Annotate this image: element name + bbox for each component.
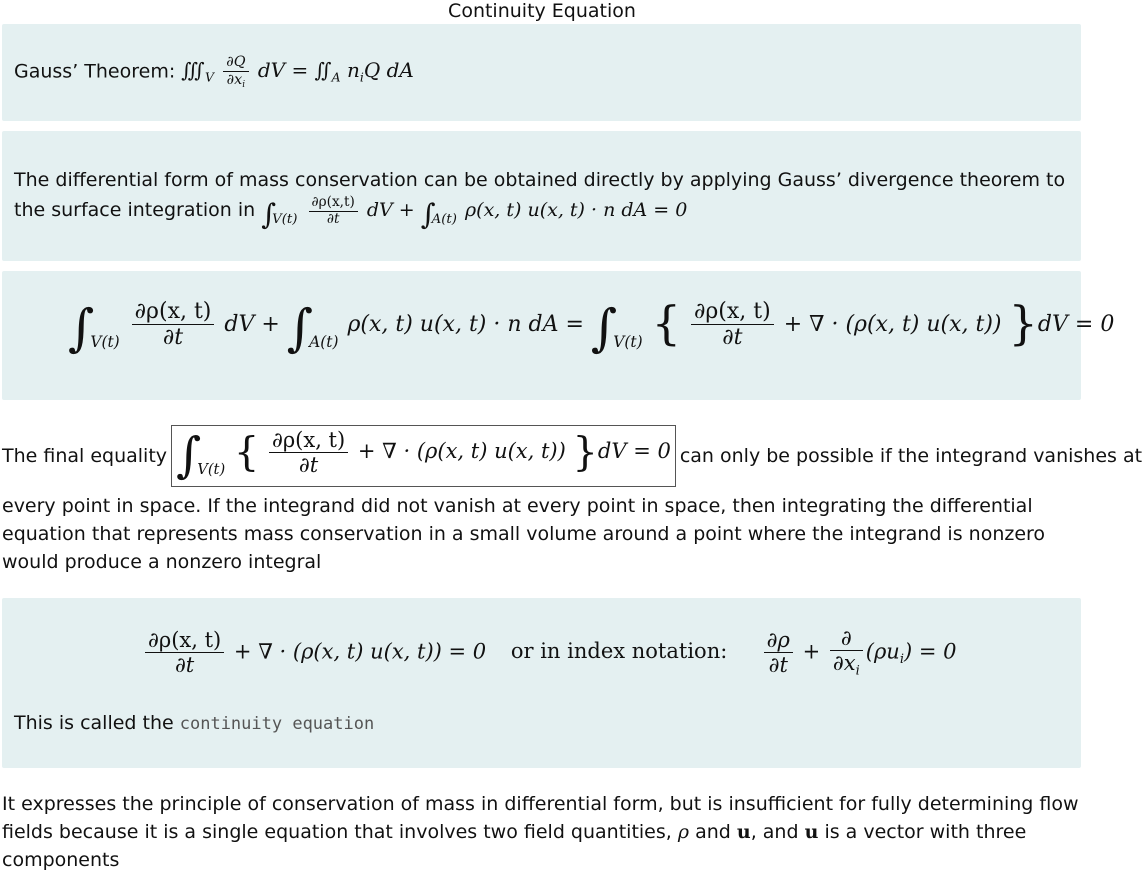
integral-sub-vt: V(t): [90, 332, 120, 351]
continuity-called-line: [14, 712, 374, 734]
closing-text-1: It expresses the principle of conservation of mass in differential form, but is insufficient for fully determining flow fields because it is a single equation that involves two field quantities,: [2, 793, 1079, 843]
differential-form-text: The differential form of mass conservation can be obtained directly by applying Gauss’ divergence theorem to the surface integration in $\int_{V(t)}$ $\frac{\partial\rho(x,t)}{\partial t}$ dV + $\int_{A(t)}$ ρ(x, t) u(x, t) · n dA = 0: [14, 169, 1066, 232]
equation-end: dV = 0: [597, 439, 671, 464]
dv-plus: dV +: [224, 311, 280, 337]
gauss-label: Gauss’ Theorem:: [14, 60, 176, 83]
double-integral-symbol: ∬: [314, 58, 332, 83]
integral-equation: $\int_{V(t)}$ $\frac{\partial\rho(x, t)}{\partial t}$ dV + $\int_{A(t)}$ ρ(x, t) u(x, t) · n dA = $\int_{V(t)}$ { $\frac{\partial\rho(x, t)}{\partial t}$ + ∇ · (ρ(x, t) u(x, t)) }dV = 0: [68, 296, 1115, 357]
flux-term: ρ(x, t) u(x, t) · n dA =: [347, 311, 584, 337]
integral-equation-block: [2, 271, 1115, 400]
fraction-denominator: ∂t: [326, 210, 340, 227]
fraction-denominator: ∂x: [832, 651, 856, 676]
fraction-numerator: ∂ρ(x, t): [132, 299, 215, 325]
fraction-denominator: ∂t: [162, 325, 184, 351]
index-notation-label: or in index notation:: [510, 639, 728, 664]
divergence-term: + ∇ · (ρ(x, t) u(x, t)) = 0: [233, 639, 487, 664]
integral-sub-at: A(t): [431, 211, 457, 227]
differential-form-sentence: The differential form of mass conservation can be obtained directly by applying Gauss’ divergence theorem to the surface integration in: [14, 169, 1066, 222]
gauss-rhs-n: n: [346, 58, 360, 83]
final-equality-trail: can only be possible if the integrand vanishes at: [679, 445, 1142, 467]
fraction-numerator: ∂ρ: [764, 628, 793, 653]
fraction-denominator: ∂t: [722, 325, 743, 351]
continuity-equation: [142, 626, 957, 680]
integral-sub-vt: V(t): [197, 460, 226, 478]
u-vector-symbol-2: u: [804, 821, 819, 843]
gauss-rhs-tail: Q dA: [363, 58, 414, 83]
rho-symbol: ρ: [677, 821, 690, 843]
boxed-integral: $\int_{V(t)}$ { $\frac{\partial\rho(x, t)}{\partial t}$ + ∇ · (ρ(x, t) u(x, t)) }dV = 0: [171, 425, 676, 487]
triple-integral-symbol: ∭: [181, 58, 205, 83]
divergence-term: + ∇ · (ρ(x, t) u(x, t)): [783, 311, 1002, 337]
close-brace: }: [1008, 296, 1038, 351]
index-tail: (ρu: [865, 639, 900, 664]
integral-domain-a: A: [331, 69, 341, 85]
plus-sign: +: [802, 639, 821, 664]
flux-term: ρ(x, t) u(x, t) · n dA = 0: [465, 199, 688, 222]
integral-domain-v: V: [204, 69, 214, 85]
gauss-theorem-line: [14, 54, 414, 90]
gauss-fraction: [223, 54, 248, 90]
fraction-denominator-sub: i: [855, 663, 860, 679]
fraction-numerator: ∂ρ(x, t): [269, 428, 348, 453]
drho-dt-fraction: [145, 628, 224, 677]
partial-xi-fraction: [830, 626, 863, 680]
closing-and: and: [695, 821, 731, 843]
integral-sub-at: A(t): [309, 332, 339, 351]
drho-dt-fraction: [269, 428, 348, 477]
final-equality-lead: The final equality: [2, 445, 168, 467]
fraction-numerator: ∂Q: [223, 54, 248, 72]
gauss-rhs-sub: i: [359, 69, 364, 85]
continuity-equation-block: [2, 598, 1081, 768]
continuity-term-code: continuity equation: [179, 714, 375, 734]
closing-text-2: is a vector with three components: [2, 821, 1027, 871]
fraction-denominator-sub: i: [242, 79, 246, 90]
drho-dt-fraction: [132, 299, 215, 351]
open-brace: {: [651, 296, 681, 351]
index-end: ) = 0: [904, 639, 957, 664]
closing-comma-and: , and: [750, 821, 799, 843]
fraction-denominator: ∂t: [174, 653, 195, 678]
fraction-numerator: ∂ρ(x, t): [691, 299, 774, 325]
fraction-numerator: ∂: [830, 626, 863, 651]
index-tail-sub: i: [899, 651, 904, 667]
fraction-denominator: ∂t: [298, 453, 319, 478]
dv-plus: dV +: [366, 199, 415, 222]
final-equality-paragraph: [2, 420, 1142, 576]
closing-paragraph: [2, 790, 1082, 874]
called-text: This is called the: [14, 712, 174, 734]
divergence-term: + ∇ · (ρ(x, t) u(x, t)): [357, 439, 566, 464]
final-equality-rest: every point in space. If the integrand did not vanish at every point in space, then integrating the differential equation that represents mass conservation in a small volume around a point where the integrand is nonzero would produce a nonzero integral: [2, 495, 1046, 573]
drho-dt-fraction-2: [691, 299, 774, 351]
integral-sub-vt: V(t): [272, 211, 298, 227]
page-title: Continuity Equation: [448, 0, 636, 22]
fraction-numerator: ∂ρ(x, t): [145, 628, 224, 653]
drho-dt-index-fraction: [764, 628, 793, 677]
integral-sub-vt-2: V(t): [613, 332, 643, 351]
gauss-theorem-block: [2, 24, 1081, 121]
fraction-denominator: ∂x: [226, 71, 243, 88]
u-vector-symbol: u: [736, 821, 751, 843]
fraction-numerator: ∂ρ(x,t): [309, 195, 358, 212]
gauss-dv: dV =: [257, 58, 309, 83]
equation-end: dV = 0: [1037, 311, 1115, 337]
drho-dt-fraction: [309, 195, 358, 227]
fraction-denominator: ∂t: [768, 653, 788, 678]
differential-form-block: [2, 131, 1081, 261]
